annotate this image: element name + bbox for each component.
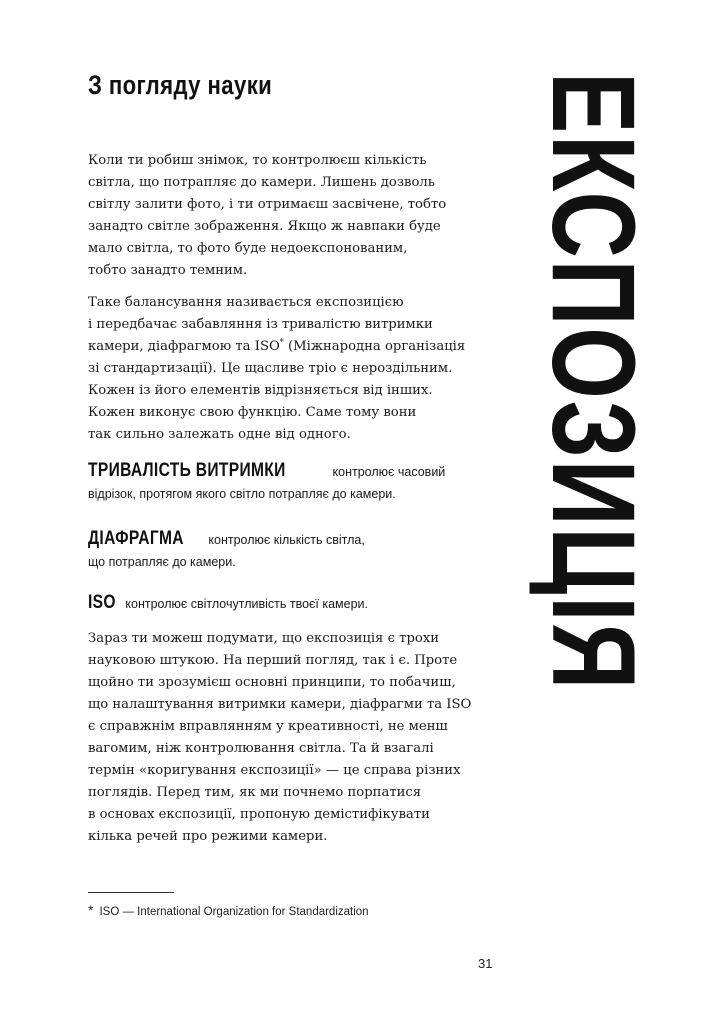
vertical-title-container: [527, 72, 659, 750]
term-keyword: ТРИВАЛІСТЬ ВИТРИМКИ: [88, 460, 286, 481]
text-line: світла, що потрапляє до камери. Лишень дозволь: [88, 175, 435, 190]
text-line: в основах експозиції, пропоную демістифікувати: [88, 807, 430, 822]
intro-paragraph: [88, 150, 448, 282]
text-line: занадто світле зображення. Якщо ж навпаки буде: [88, 219, 441, 234]
term-aperture: [88, 528, 508, 573]
text-line: кілька речей про режими камери.: [88, 829, 328, 844]
text-line: [88, 336, 466, 358]
exposure-paragraph: [88, 292, 466, 446]
text-line: зі стандартизації). Це щасливе тріо є нероздільним.: [88, 361, 453, 376]
page-number: 31: [478, 956, 493, 971]
term-line: [88, 592, 508, 615]
text-line: Кожен виконує свою функцію. Саме тому вони: [88, 405, 417, 420]
text-line: щойно ти зрозумієш основні принципи, то побачиш,: [88, 675, 456, 690]
footnote-text: ISO — International Organization for Standardization: [99, 906, 369, 918]
vertical-title-text: ЕКСПОЗИЦІЯ: [527, 72, 659, 691]
text-line: Коли ти робиш знімок, то контролюєш кількість: [88, 153, 427, 168]
text-line: так сильно залежать одне від одного.: [88, 427, 351, 442]
text-line: Таке балансування називається експозицією: [88, 295, 404, 310]
term-line: [88, 528, 508, 551]
vertical-title: [527, 72, 659, 750]
text-line: Кожен із його елементів відрізняється від інших.: [88, 383, 433, 398]
text-line: вагомим, ніж контролювання світла. Та й взагалі: [88, 741, 434, 756]
text-line: світлу залити фото, і ти отримаєш засвічене, тобто: [88, 197, 447, 212]
text-line: мало світла, то фото буде недоекспонованим,: [88, 241, 408, 256]
text-line: тобто занадто темним.: [88, 263, 248, 278]
text-fragment: камери, діафрагмою та ISO: [88, 339, 280, 354]
conclusion-paragraph: [88, 628, 472, 848]
term-line: що потрапляє до камери.: [88, 555, 236, 569]
term-shutter-speed: [88, 460, 508, 505]
term-keyword: ISO: [88, 592, 116, 613]
text-line: поглядів. Перед тим, як ми почнемо порпатися: [88, 785, 422, 800]
footnote-reference: *: [279, 337, 284, 347]
term-line: [88, 460, 508, 483]
footnote: [88, 902, 369, 918]
term-description: контролює часовий: [329, 465, 446, 479]
footnote-mark: *: [88, 902, 94, 918]
text-line: що налаштування витримки камери, діафрагми та ISO: [88, 697, 472, 712]
term-keyword: ДІАФРАГМА: [88, 528, 184, 549]
text-fragment: (Міжнародна організація: [283, 339, 466, 354]
text-line: і передбачає забавляння із тривалістю витримки: [88, 317, 433, 332]
text-line: є справжнім вправлянням у креативності, не менш: [88, 719, 448, 734]
term-iso: [88, 592, 508, 615]
term-description: контролює світлочутливість твоєї камери.: [121, 597, 368, 611]
footnote-divider: [88, 892, 174, 893]
text-line: науковою штукою. На перший погляд, так і є. Проте: [88, 653, 458, 668]
text-line: Зараз ти можеш подумати, що експозиція є трохи: [88, 631, 440, 646]
term-description: контролює кількість світла,: [204, 533, 365, 547]
page-heading: З погляду науки: [88, 70, 273, 100]
text-line: термін «коригування експозиції» — це справа різних: [88, 763, 461, 778]
term-line: відрізок, протягом якого світло потрапляє до камери.: [88, 487, 396, 501]
